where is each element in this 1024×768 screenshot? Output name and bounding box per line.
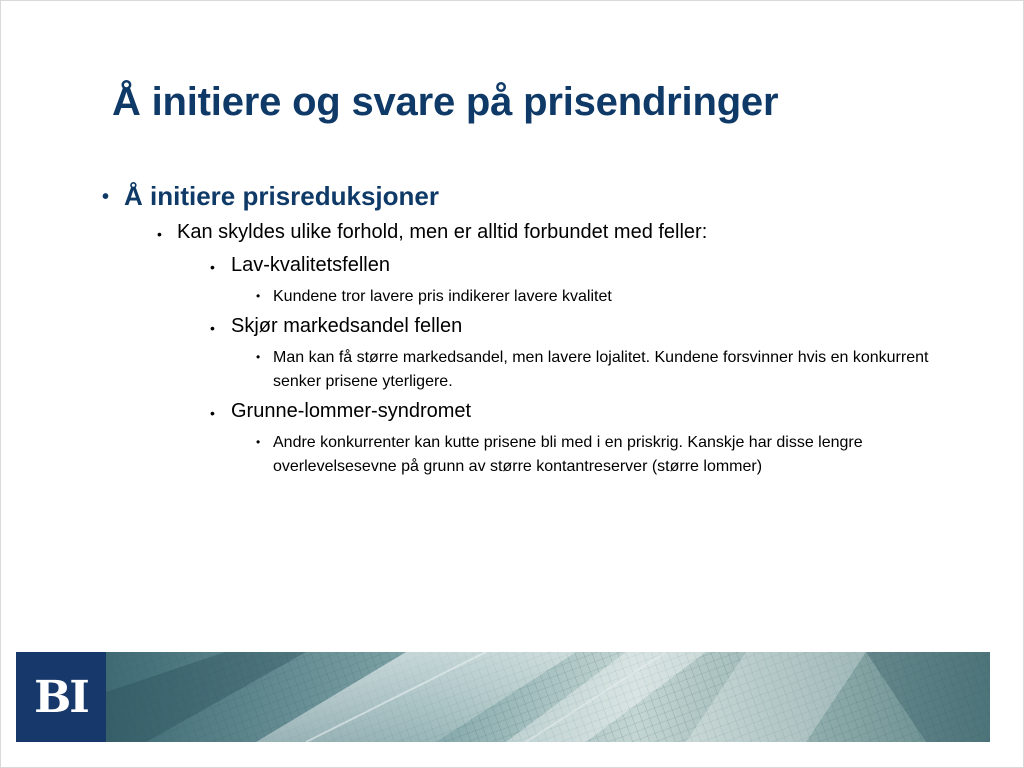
bullet-marker: • (102, 186, 110, 208)
bi-logo: BI (16, 652, 106, 742)
bullet-text: Lav-kvalitetsfellen (231, 254, 390, 276)
footer-banner (16, 652, 990, 742)
bullet-marker: • (256, 289, 261, 303)
bullet-level3 (210, 400, 471, 426)
bullet-level1 (102, 181, 439, 213)
bullet-text: Kundene tror lavere pris indikerer lavere kvalitet (273, 288, 612, 305)
bullet-text: Å initiere prisreduksjoner (124, 181, 439, 211)
bullet-marker: • (210, 259, 215, 275)
bullet-level3 (210, 254, 390, 280)
bullet-marker: • (210, 320, 215, 336)
banner-graphic (106, 652, 990, 742)
bullet-text: Andre konkurrenter kan kutte prisene bli med i en priskrig. Kanskje har disse lengre overlevelsesevne på grunn av større kontantreserver (større lommer) (273, 434, 863, 475)
bullet-level3 (210, 315, 462, 341)
bullet-level2 (157, 221, 707, 247)
bullet-marker: • (256, 435, 261, 449)
banner-image (106, 652, 990, 742)
bullet-text: Grunne-lommer-syndromet (231, 400, 472, 422)
bullet-text: Skjør markedsandel fellen (231, 315, 463, 337)
bullet-text: Kan skyldes ulike forhold, men er alltid forbundet med feller: (177, 221, 708, 243)
bullet-level4 (256, 346, 936, 394)
bullet-marker: • (256, 350, 261, 364)
bullet-level4 (256, 285, 956, 309)
bullet-marker: • (157, 226, 162, 242)
bullet-text: Man kan få større markedsandel, men lavere lojalitet. Kundene forsvinner hvis en konkurrent senker prisene yterligere. (273, 349, 929, 390)
bullet-level4 (256, 431, 956, 479)
bullet-marker: • (210, 405, 215, 421)
slide-title: Å initiere og svare på prisendringer (112, 80, 779, 124)
